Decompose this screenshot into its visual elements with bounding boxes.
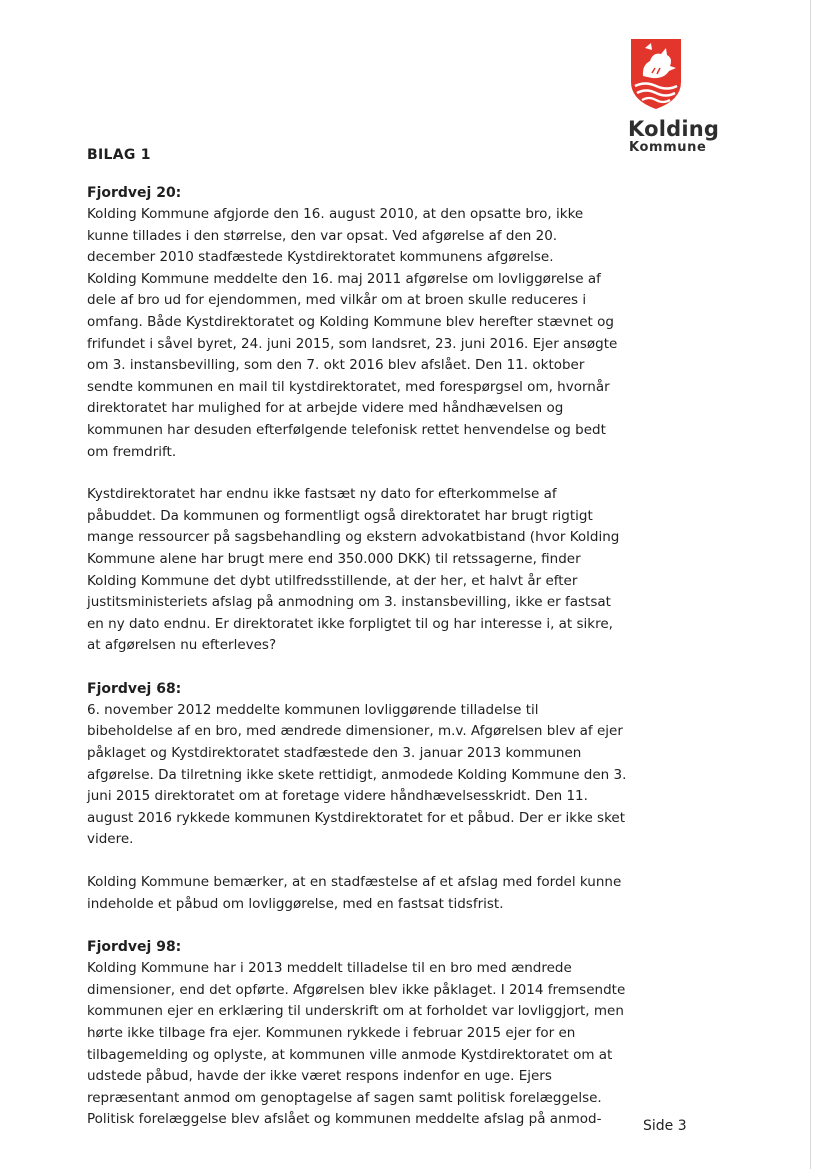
section-heading-fjordvej-20: Fjordvej 20:	[87, 185, 182, 201]
logo-subtitle: Kommune	[629, 140, 707, 155]
kolding-crest-icon	[630, 38, 682, 110]
paragraph: Kolding Kommune meddelte den 16. maj 2011 afgørelse om lovliggørelse af dele af bro ud for ejendommen, med vilkår om at broen skulle reduceres i omfang. Både Kystdirektoratet og Kolding Kommune blev herefter stævnet og frifundet i såvel byret, 24. juni 2015, som landsret, 23. juni 2016. Ejer ansøgte om 3. instansbevilling, som den 7. okt 2016 blev afslået. Den 11. oktober sendte kommunen en mail til kystdirektoratet, med forespørgsel om, hvornår direktoratet har mulighed for at arbejde videre med håndhævelsen og kommunen har desuden efterfølgende telefonisk rettet henvendelse og bedt om fremdrift.	[87, 270, 618, 460]
document-title: BILAG 1	[87, 147, 151, 163]
section-heading-fjordvej-68: Fjordvej 68:	[87, 680, 182, 697]
section-heading-fjordvej-98: Fjordvej 98:	[87, 939, 182, 956]
paragraph: Kolding Kommune afgjorde den 16. august 2010, at den opsatte bro, ikke kunne tillades i den størrelse, den var opsat. Ved afgørelse af den 20. december 2010 stadfæstede Kystdirektoratet kommunens afgørelse.	[87, 206, 584, 266]
paragraph: 6. november 2012 meddelte kommunen lovliggørende tilladelse til bibeholdelse af en bro, med ændrede dimensioner, m.v. Afgørelsen blev af ejer påklaget og Kystdirektoratet stadfæstede den 3. januar 2013 kommunen afgørelse. Da tilretning ikke skete rettidigt, anmodede Kolding Kommune den 3. juni 2015 direktoratet om at foretage videre håndhævelsesskridt. Den 11. august 2016 rykkede kommunen Kystdirektoratet for et påbud. Der er ikke sket videre.	[87, 701, 627, 848]
document-body	[87, 182, 627, 1131]
logo-name: Kolding	[628, 117, 720, 141]
paragraph: Kystdirektoratet har endnu ikke fastsæt ny dato for efterkommelse af påbuddet. Da kommunen og formentligt også direktoratet har brugt rigtigt mange ressourcer på sagsbehandling og ekstern advokatbistand (hvor Kolding Kommune alene har brugt mere end 350.000 DKK) til retssagerne, finder Kolding Kommune det dybt utilfredsstillende, at der her, et halvt år efter justitsministeriets afslag på anmodning om 3. instansbevilling, ikke er fastsat en ny dato endnu. Er direktoratet ikke forpligtet til og har interesse i, at sikre, at afgørelsen nu efterleves?	[87, 486, 620, 654]
paragraph: Kolding Kommune bemærker, at en stadfæstelse af et afslag med fordel kunne indeholde et påbud om lovliggørelse, med en fastsat tidsfrist.	[87, 874, 622, 912]
page-edge-shadow	[810, 0, 811, 1169]
paragraph: Kolding Kommune har i 2013 meddelt tilladelse til en bro med ændrede dimensioner, end det opførte. Afgørelsen blev ikke påklaget. I 2014 fremsendte kommunen ejer en erklæring til underskrift om at forholdet var lovliggjort, men hørte ikke tilbage fra ejer. Kommunen rykkede i februar 2015 ejer for en tilbagemelding og oplyste, at kommunen ville anmode Kystdirektoratet om at udstede påbud, havde der ikke været respons indenfor en uge. Ejers repræsentant anmod om genoptagelse af sagen samt politisk forelæggelse. Politisk forelæggelse blev afslået og kommunen meddelte afslag på anmod-	[87, 960, 626, 1128]
page-number: Side 3	[643, 1118, 687, 1134]
